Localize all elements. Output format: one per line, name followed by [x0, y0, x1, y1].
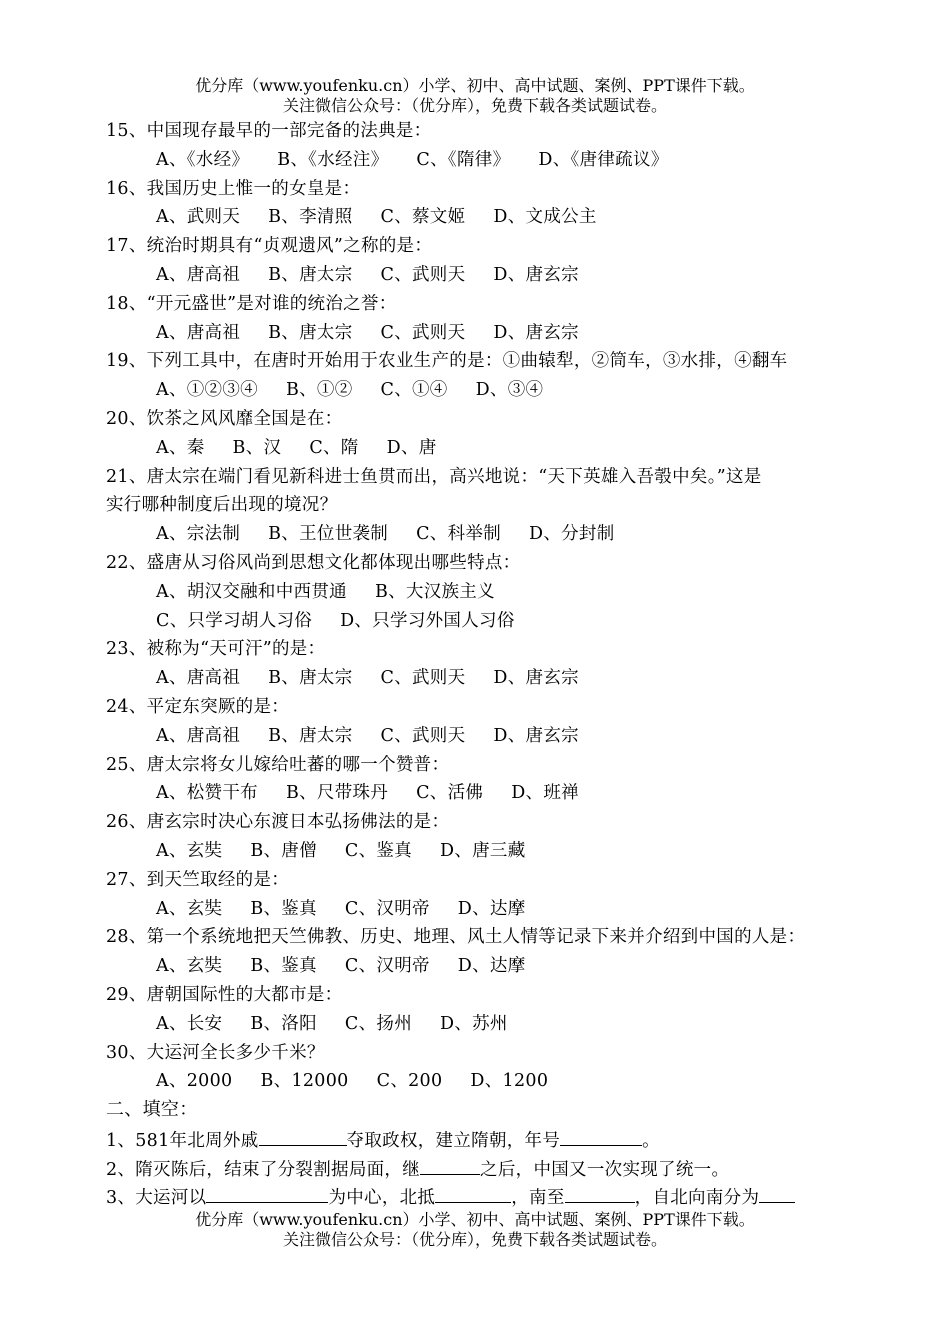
options-22: [106, 578, 906, 607]
question-27: 27、到天竺取经的是：: [106, 869, 290, 890]
question-15: 15、中国现存最早的一部完备的法典是：: [106, 121, 432, 141]
fill-text: 之后，中国又一次实现了统一。: [480, 1159, 730, 1180]
option: D、唐玄宗: [493, 322, 579, 343]
question-18: 18、“开元盛世”是对谁的统治之誉：: [106, 293, 397, 314]
question-24: 24、平定东突厥的是：: [106, 696, 290, 717]
option: C、汉明帝: [344, 898, 430, 919]
option: C、汉明帝: [344, 956, 430, 977]
option: C、鉴真: [344, 840, 412, 861]
option: D、分封制: [529, 524, 615, 545]
option: B、洛阳: [250, 1013, 317, 1034]
option: C、武则天: [380, 668, 466, 689]
fill-text: 1、581年北周外戚: [106, 1130, 259, 1151]
option: D、达摩: [457, 898, 526, 919]
options-26: [106, 837, 906, 866]
option: B、王位世袭制: [268, 524, 389, 545]
fill-in-2: [106, 1154, 906, 1183]
option: D、《唐律疏议》: [538, 149, 669, 170]
answer-blank: [560, 1125, 642, 1146]
fill-in-3: [106, 1182, 906, 1211]
question-26: 26、唐玄宗时决心东渡日本弘扬佛法的是：: [106, 812, 450, 833]
option: C、武则天: [380, 322, 466, 343]
options-19: [106, 376, 906, 405]
fill-text: 夺取政权，建立隋朝，年号: [346, 1130, 561, 1151]
fill-text: 。: [642, 1130, 660, 1151]
option: C、200: [376, 1071, 443, 1092]
option: D、唐玄宗: [493, 668, 579, 689]
options-20: [106, 434, 906, 463]
option: B、唐太宗: [268, 264, 353, 285]
fill-text: 为中心，北抵: [328, 1188, 436, 1209]
option: D、唐: [386, 437, 437, 458]
answer-blank: [565, 1182, 635, 1203]
option: B、12000: [260, 1071, 349, 1092]
options-25: [106, 779, 906, 808]
option: D、只学习外国人习俗: [340, 610, 515, 631]
question-21-continued: 实行哪种制度后出现的境况？: [106, 495, 338, 516]
option: C、活佛: [416, 783, 484, 804]
option: A、胡汉交融和中西贯通: [156, 581, 347, 602]
question-20: 20、饮茶之风风靡全国是在：: [106, 408, 343, 429]
option: B、唐太宗: [268, 322, 353, 343]
option: B、鉴真: [250, 898, 317, 919]
option: A、玄奘: [156, 840, 223, 861]
option: A、玄奘: [156, 898, 223, 919]
option: D、班禅: [511, 783, 579, 804]
option: A、唐高祖: [156, 322, 241, 343]
answer-blank: [206, 1182, 328, 1203]
options-22-row-2: [106, 607, 906, 636]
options-23: [106, 664, 906, 693]
option: A、玄奘: [156, 956, 223, 977]
fill-text: 3、大运河以: [106, 1188, 207, 1209]
option: A、秦: [156, 437, 205, 458]
section-title: 二、填空：: [106, 1099, 198, 1121]
option: D、苏州: [440, 1013, 508, 1034]
question-17: 17、统治时期具有“贞观遗风”之称的是：: [106, 236, 433, 257]
option: D、③④: [475, 380, 544, 401]
question-22: 22、盛唐从习俗风尚到思想文化都体现出哪些特点：: [106, 552, 521, 573]
option: B、唐太宗: [268, 668, 353, 689]
option: D、唐玄宗: [493, 725, 579, 746]
option: D、文成公主: [493, 207, 597, 228]
fill-text: 2、隋灭陈后，结束了分裂割据局面，继: [106, 1159, 421, 1180]
question-29: 29、唐朝国际性的大都市是：: [106, 984, 343, 1005]
option: A、①②③④: [156, 380, 258, 401]
footer-line-2: 关注微信公众号：（优分库），免费下载各类试题试卷。: [282, 1230, 667, 1249]
options-30: [106, 1067, 906, 1096]
question-28: 28、第一个系统地把天竺佛教、历史、地理、风土人情等记录下来并介绍到中国的人是：: [106, 927, 806, 948]
footer-line-1: 优分库（www.youfenku.cn）小学、初中、高中试题、案例、PPT课件下载。: [195, 1210, 755, 1229]
option: C、扬州: [344, 1013, 412, 1034]
page-header: [0, 76, 950, 116]
options-24: [106, 722, 906, 751]
option: C、蔡文姬: [380, 207, 466, 228]
option: B、尺带珠丹: [285, 783, 389, 804]
option: A、《水经》: [156, 149, 250, 170]
header-line-2: 关注微信公众号：（优分库），免费下载各类试题试卷。: [282, 96, 667, 115]
answer-blank: [435, 1182, 511, 1203]
option: B、汉: [232, 437, 282, 458]
question-30: 30、大运河全长多少千米？: [106, 1042, 325, 1063]
option: B、李清照: [268, 207, 353, 228]
options-29: [106, 1010, 906, 1039]
answer-blank: [420, 1154, 480, 1175]
option: A、宗法制: [156, 524, 241, 545]
option: C、①④: [380, 380, 448, 401]
option: C、《隋律》: [416, 149, 511, 170]
option: B、鉴真: [250, 956, 317, 977]
options-28: [106, 952, 906, 981]
option: B、唐太宗: [268, 725, 353, 746]
question-list: [106, 117, 906, 1211]
answer-blank: [759, 1182, 795, 1203]
option: B、唐僧: [250, 840, 317, 861]
options-16: [106, 203, 906, 232]
option: D、1200: [470, 1071, 549, 1092]
options-18: [106, 319, 906, 348]
fill-text: ，自北向南分为: [634, 1188, 760, 1209]
options-21: [106, 520, 906, 549]
options-17: [106, 261, 906, 290]
option: B、大汉族主义: [374, 581, 495, 602]
options-27: [106, 895, 906, 924]
option: C、只学习胡人习俗: [156, 610, 313, 631]
option: A、唐高祖: [156, 264, 241, 285]
option: B、①②: [285, 380, 353, 401]
option: B、《水经注》: [277, 149, 389, 170]
option: C、科举制: [416, 524, 501, 545]
question-21: 21、唐太宗在端门看见新科进士鱼贯而出，高兴地说：“天下英雄入吾彀中矣。”这是: [106, 466, 762, 487]
option: C、武则天: [380, 264, 466, 285]
option: A、2000: [156, 1071, 233, 1092]
question-25: 25、唐太宗将女儿嫁给吐蕃的哪一个赞普：: [106, 754, 450, 775]
option: D、唐玄宗: [493, 264, 579, 285]
option: A、武则天: [156, 207, 241, 228]
option: D、达摩: [457, 956, 526, 977]
option: C、隋: [309, 437, 359, 458]
option: A、长安: [156, 1013, 223, 1034]
option: C、武则天: [380, 725, 466, 746]
question-19: 19、下列工具中，在唐时开始用于农业生产的是：①曲辕犁，②筒车，③水排，④翻车: [106, 351, 788, 372]
option: A、唐高祖: [156, 668, 241, 689]
header-line-1: 优分库（www.youfenku.cn）小学、初中、高中试题、案例、PPT课件下载。: [195, 76, 755, 95]
fill-in-1: [106, 1125, 906, 1154]
fill-text: ，南至: [511, 1188, 565, 1209]
answer-blank: [259, 1125, 347, 1146]
option: A、唐高祖: [156, 725, 241, 746]
page-footer: [0, 1210, 950, 1250]
question-16: 16、我国历史上惟一的女皇是：: [106, 178, 361, 199]
option: D、唐三藏: [440, 840, 526, 861]
options-15: [106, 146, 906, 175]
question-23: 23、被称为“天可汗”的是：: [106, 639, 326, 660]
option: A、松赞干布: [156, 783, 258, 804]
